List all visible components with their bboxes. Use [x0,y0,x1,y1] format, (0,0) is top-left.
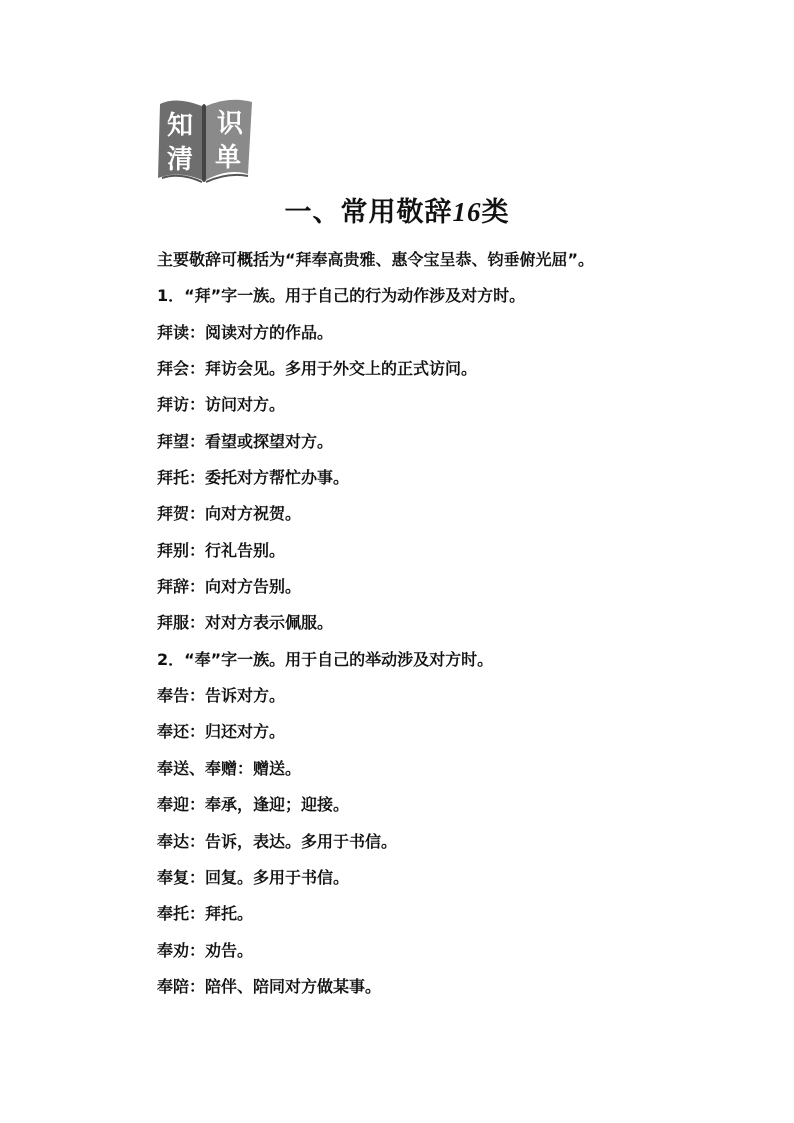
page-title [0,190,794,229]
text-line: 奉达：告诉，表达。多用于书信。 [157,831,398,851]
text-line: 奉劝：劝告。 [157,940,254,960]
text-line: 主要敬辞可概括为“拜奉高贵雅、惠令宝呈恭、钧垂俯光屈”。 [157,250,595,269]
text-line: 奉迎：奉承，逢迎；迎接。 [157,795,350,815]
logo-char-1: 知 [166,111,194,141]
book-icon [156,94,254,184]
text-line: 拜别：行礼告别。 [157,540,286,560]
text-line: 奉告：告诉对方。 [157,686,286,706]
text-line: 拜辞：向对方告别。 [157,577,302,597]
text-line: 奉还：归还对方。 [157,722,286,742]
text-line: 奉托：拜托。 [157,904,254,924]
logo-char-2: 识 [216,109,244,139]
text-line: 拜访：访问对方。 [157,395,286,415]
text-line: 拜望：看望或探望对方。 [157,431,334,451]
text-line: 拜读：阅读对方的作品。 [157,322,334,342]
text-line: 拜托：委托对方帮忙办事。 [157,468,350,488]
text-line: 拜贺：向对方祝贺。 [157,504,302,524]
body-text [157,246,717,1009]
title-prefix: 一、常用敬辞 [284,197,453,228]
logo-char-3: 清 [166,145,194,175]
text-line: 奉陪：陪伴、陪同对方做某事。 [157,976,382,996]
text-line: 拜服：对对方表示佩服。 [157,613,334,633]
text-line: 奉送、奉赠：赠送。 [157,758,302,778]
text-line: 1．“拜”字一族。用于自己的行为动作涉及对方时。 [157,286,526,306]
title-number: 16 [452,197,482,227]
text-line: 2．“奉”字一族。用于自己的举动涉及对方时。 [157,649,494,669]
logo-char-4: 单 [214,143,242,173]
title-suffix: 类 [481,197,510,228]
text-line: 奉复：回复。多用于书信。 [157,867,350,887]
knowledge-list-logo [156,94,254,184]
text-line: 拜会：拜访会见。多用于外交上的正式访问。 [157,359,478,379]
